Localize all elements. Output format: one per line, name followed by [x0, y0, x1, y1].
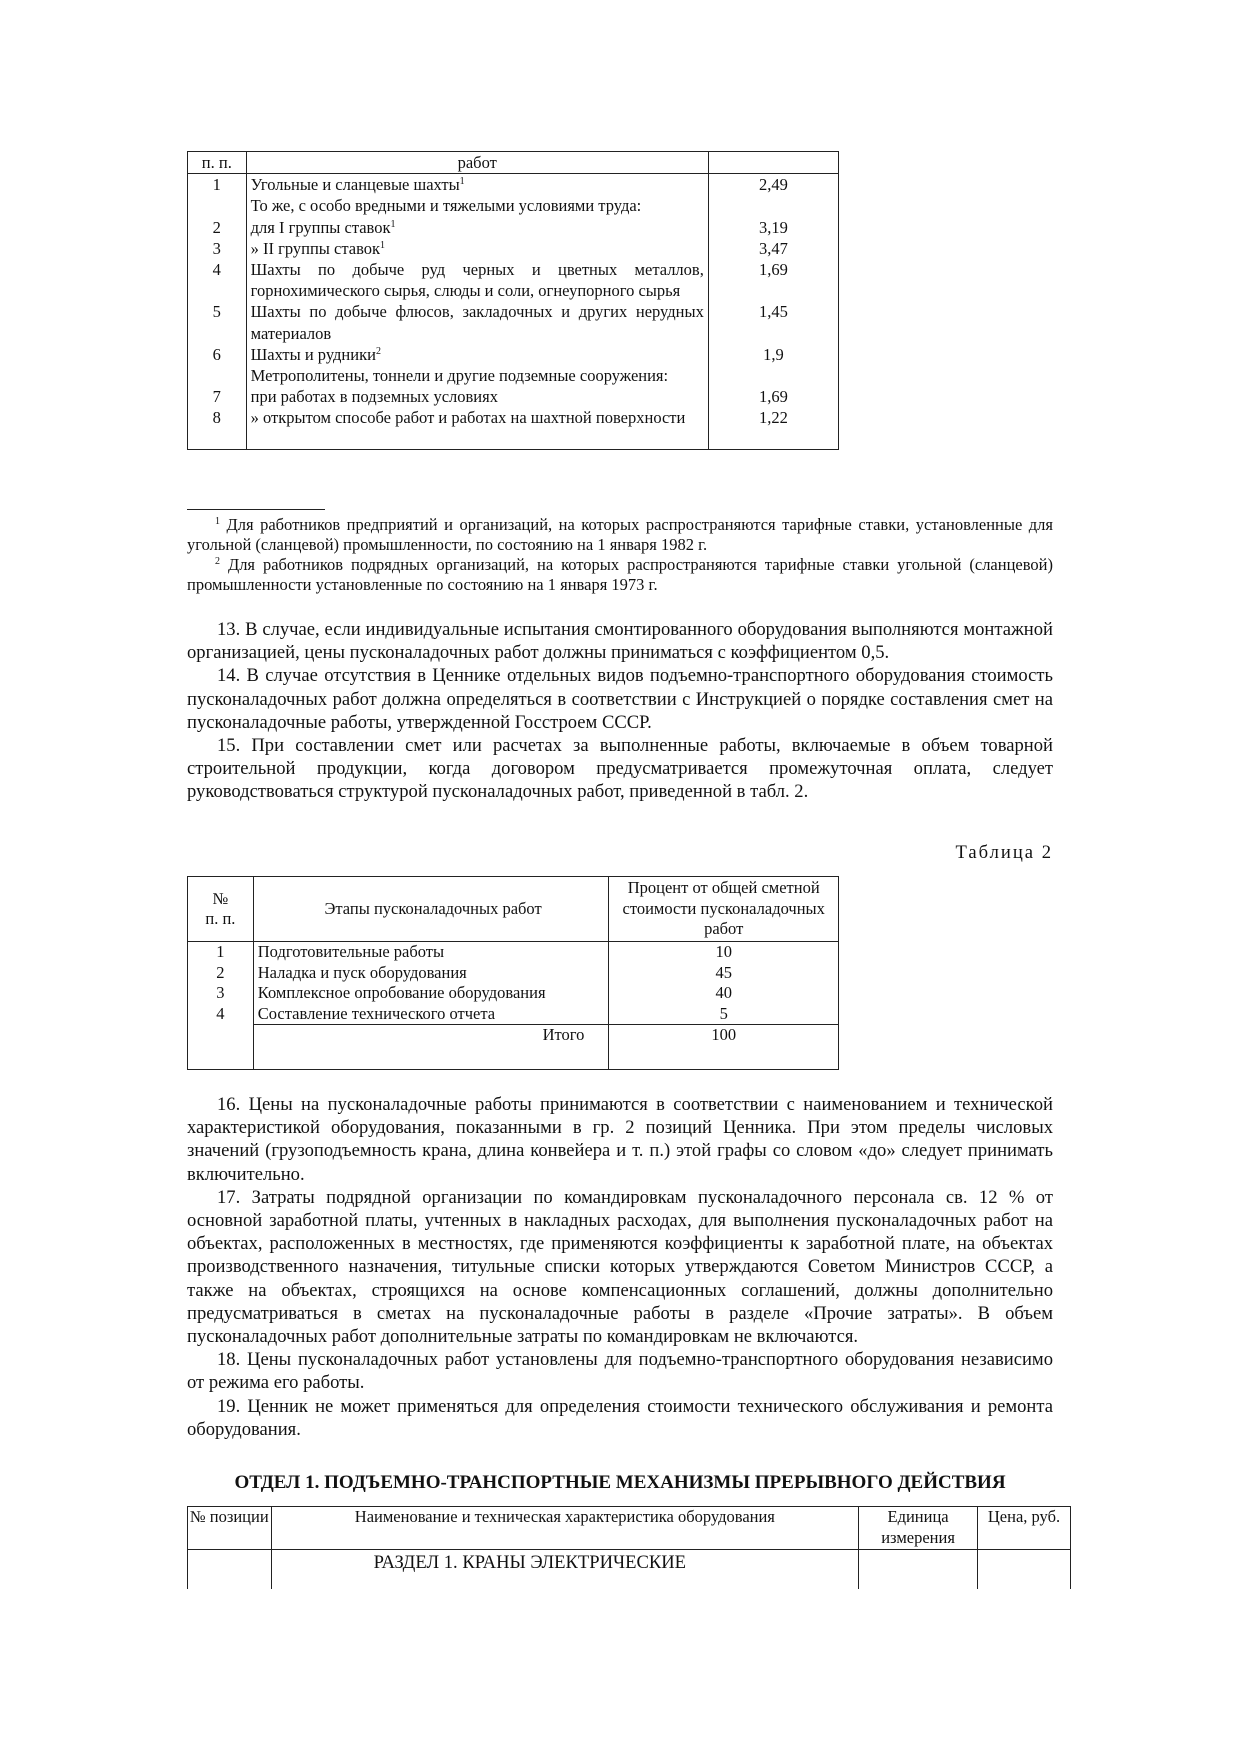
row-text: То же, с особо вредными и тяжелыми условиями труда:	[246, 195, 708, 216]
section-title: ОТДЕЛ 1. ПОДЪЕМНО-ТРАНСПОРТНЫЕ МЕХАНИЗМЫ ПРЕРЫВНОГО ДЕЙСТВИЯ	[234, 1472, 1006, 1493]
footnotes	[187, 515, 1053, 595]
table-row	[188, 238, 839, 259]
row-value: 3,19	[708, 217, 838, 238]
row-value: 1,45	[708, 301, 838, 343]
table-header-row	[188, 1507, 1071, 1550]
total-num-cell	[188, 1025, 254, 1070]
table-row	[188, 217, 839, 238]
header-percent: Процент от общей сметной стоимости пусконаладочных работ	[609, 877, 839, 942]
row-text: для I группы ставок$^1$	[246, 217, 708, 238]
row-text: Угольные и сланцевые шахты$^1$	[246, 174, 708, 196]
stages-table	[187, 876, 839, 1070]
footnote: $^1$ Для работников предприятий и организаций, на которых распространяются тарифные ставки, установленные для угольной (сланцевой) промышленности, по состоянию на 1 января 1982 г.	[187, 515, 1053, 554]
row-stage: Наладка и пуск оборудования	[253, 963, 609, 984]
footnote-divider	[187, 509, 325, 510]
row-value: 3,47	[708, 238, 838, 259]
paragraph: 14. В случае отсутствия в Ценнике отдельных видов подъемно-транспортного оборудования стоимость пусконаладочных работ должна определяться в соответствии с Инструкцией о порядке составления смет на пусконаладочные работы, утвержденной Госстроем СССР.	[187, 665, 1053, 733]
row-value: 1,69	[708, 386, 838, 407]
table-row	[188, 1004, 839, 1025]
paragraph: 13. В случае, если индивидуальные испытания смонтированного оборудования выполняются монтажной организацией, цены пусконаладочных работ должны приниматься с коэффициентом 0,5.	[187, 619, 1053, 664]
header-num: № п. п.	[188, 877, 254, 942]
table-header-row	[188, 152, 839, 174]
table-row	[188, 195, 839, 216]
header-price: Цена, руб.	[977, 1507, 1070, 1550]
row-percent: 40	[609, 983, 839, 1004]
table-row	[188, 963, 839, 984]
row-num: 2	[188, 217, 247, 238]
table-row	[188, 259, 839, 301]
row-num: 5	[188, 301, 247, 343]
row-text: » II группы ставок$^1$	[246, 238, 708, 259]
row-stage: Подготовительные работы	[253, 942, 609, 963]
row-num: 1	[188, 942, 254, 963]
row-price	[977, 1550, 1070, 1590]
header-coefficient	[708, 152, 838, 174]
table-row	[188, 365, 839, 386]
row-num: 3	[188, 983, 254, 1004]
row-value: 2,49	[708, 174, 838, 196]
row-text: при работах в подземных условиях	[246, 386, 708, 407]
header-works: работ	[246, 152, 708, 174]
row-percent: 10	[609, 942, 839, 963]
row-num: 6	[188, 344, 247, 365]
header-unit: Единица измерения	[859, 1507, 978, 1550]
row-text: Шахты по добыче руд черных и цветных металлов, горнохимического сырья, слюды и соли, огнеупорного сырья	[246, 259, 708, 301]
row-text: Шахты по добыче флюсов, закладочных и других нерудных материалов	[246, 301, 708, 343]
row-stage: Составление технического отчета	[253, 1004, 609, 1025]
table-row	[188, 407, 839, 450]
row-percent: 5	[609, 1004, 839, 1025]
row-num	[188, 195, 247, 216]
header-num: п. п.	[188, 152, 247, 174]
table-row	[188, 386, 839, 407]
row-num: 8	[188, 407, 247, 450]
row-value: 1,69	[708, 259, 838, 301]
row-num: 4	[188, 259, 247, 301]
total-label: Итого	[253, 1025, 609, 1070]
table-header-row	[188, 877, 839, 942]
table-row	[188, 301, 839, 343]
row-num	[188, 365, 247, 386]
row-num: 2	[188, 963, 254, 984]
paragraph: 18. Цены пусконаладочных работ установлены для подъемно-транспортного оборудования независимо от режима его работы.	[187, 1349, 1053, 1394]
row-value: 1,9	[708, 344, 838, 365]
row-text: » открытом способе работ и работах на шахтной поверхности	[246, 407, 708, 450]
paragraphs-16-19	[187, 1093, 1053, 1441]
row-percent: 45	[609, 963, 839, 984]
section-row-title: РАЗДЕЛ 1. КРАНЫ ЭЛЕКТРИЧЕСКИЕ	[271, 1550, 859, 1590]
header-stage: Этапы пусконаладочных работ	[253, 877, 609, 942]
row-unit	[859, 1550, 978, 1590]
coefficients-table	[187, 151, 839, 450]
paragraph: 16. Цены на пусконаладочные работы принимаются в соответствии с наименованием и технической характеристикой оборудования, показанными в гр. 2 позиций Ценника. При этом пределы числовых значений (грузоподъемность крана, длина конвейера и т. п.) этой графы со словом «до» следует принимать включительно.	[187, 1094, 1053, 1185]
paragraph: 17. Затраты подрядной организации по командировкам пусконаладочного персонала св. 12 % от основной заработной платы, учтенных в накладных расходах, для выполнения пусконаладочных работ на объектах, расположенных в местностях, где применяются коэффициенты к заработной плате, на объектах производственного назначения, титульные списки которых утверждаются Советом Министров СССР, а также на объектах, строящихся на основе компенсационных соглашений, должны дополнительно предусматриваться в сметах на пусконаладочные работы в разделе «Прочие затраты». В объем пусконаладочных работ дополнительные затраты по командировкам не включаются.	[187, 1186, 1053, 1348]
row-position	[188, 1550, 272, 1590]
row-stage: Комплексное опробование оборудования	[253, 983, 609, 1004]
table-row	[188, 344, 839, 365]
paragraph: 15. При составлении смет или расчетах за выполненные работы, включаемые в объем товарной строительной продукции, когда договором предусматривается промежуточная оплата, следует руководствоваться структурой пусконаладочных работ, приведенной в табл. 2.	[187, 735, 1053, 803]
table-row	[188, 942, 839, 963]
table-row	[188, 174, 839, 196]
row-value: 1,22	[708, 407, 838, 450]
total-value: 100	[609, 1025, 839, 1070]
header-name: Наименование и техническая характеристика оборудования	[271, 1507, 859, 1550]
table-caption: Таблица 2	[955, 842, 1053, 863]
table-row	[188, 1550, 1071, 1590]
table-row	[188, 983, 839, 1004]
paragraphs-13-15	[187, 618, 1053, 804]
row-value	[708, 195, 838, 216]
row-num: 7	[188, 386, 247, 407]
row-text: Шахты и рудники$^2$	[246, 344, 708, 365]
table-total-row	[188, 1025, 839, 1070]
header-position: № позиции	[188, 1507, 272, 1550]
row-value	[708, 365, 838, 386]
row-text: Метрополитены, тоннели и другие подземные сооружения:	[246, 365, 708, 386]
footnote: $^2$ Для работников подрядных организаций, на которых распространяются тарифные ставки угольной (сланцевой) промышленности установленные по состоянию на 1 января 1973 г.	[187, 555, 1053, 594]
row-num: 4	[188, 1004, 254, 1025]
paragraph: 19. Ценник не может применяться для определения стоимости технического обслуживания и ремонта оборудования.	[187, 1395, 1053, 1440]
price-table	[187, 1506, 1071, 1589]
row-num: 3	[188, 238, 247, 259]
row-num: 1	[188, 174, 247, 196]
